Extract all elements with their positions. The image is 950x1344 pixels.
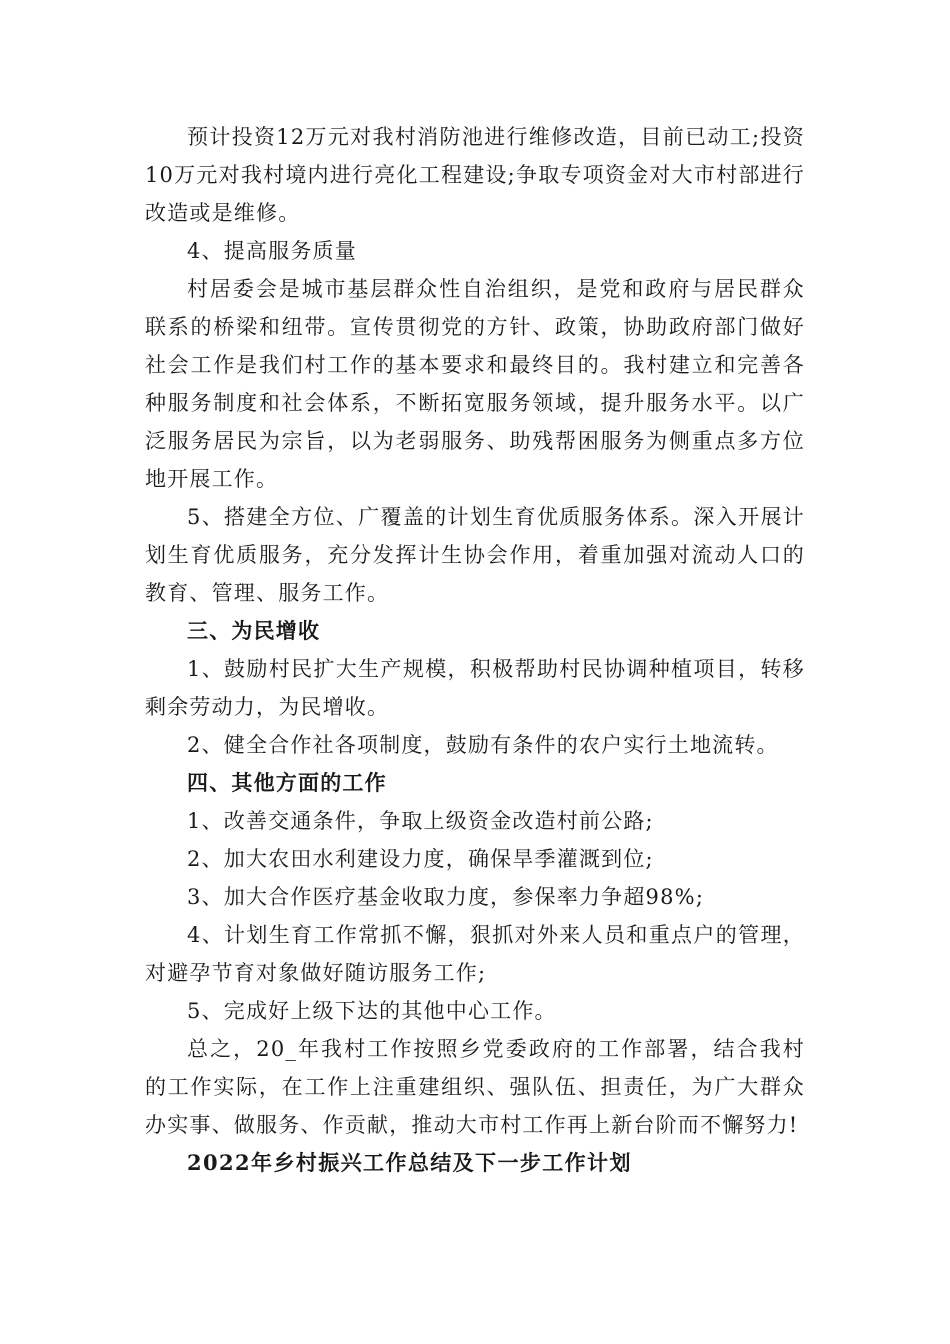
document-title: 2022年乡村振兴工作总结及下一步工作计划 <box>187 1150 632 1175</box>
section-heading: 四、其他方面的工作 <box>187 770 387 795</box>
paragraph: 总之，20_年我村工作按照乡党委政府的工作部署，结合我村的工作实际，在工作上注重建组织、强队伍、担责任，为广大群众办实事、做服务、作贡献，推动大市村工作再上新台阶而不懈努力! <box>145 1037 805 1137</box>
list-item: 2、加大农田水利建设力度，确保旱季灌溉到位; <box>187 847 654 871</box>
document-body <box>145 118 805 1182</box>
paragraph: 预计投资12万元对我村消防池进行维修改造，目前已动工;投资10万元对我村境内进行亮化工程建设;争取专项资金对大市村部进行改造或是维修。 <box>145 125 805 225</box>
paragraph: 5、搭建全方位、广覆盖的计划生育优质服务体系。深入开展计划生育优质服务，充分发挥计生协会作用，着重加强对流动人口的教育、管理、服务工作。 <box>145 505 805 605</box>
list-item: 5、完成好上级下达的其他中心工作。 <box>187 999 557 1023</box>
section-heading: 三、为民增收 <box>187 618 321 643</box>
list-item: 3、加大合作医疗基金收取力度，参保率力争超98%; <box>187 885 705 909</box>
list-item: 4、计划生育工作常抓不懈，狠抓对外来人员和重点户的管理，对避孕节育对象做好随访服务工作; <box>145 923 805 985</box>
paragraph: 村居委会是城市基层群众性自治组织，是党和政府与居民群众联系的桥梁和纽带。宣传贯彻党的方针、政策，协助政府部门做好社会工作是我们村工作的基本要求和最终目的。我村建立和完善各种服务制度和社会体系，不断拓宽服务领域，提升服务水平。以广泛服务居民为宗旨，以为老弱服务、助残帮困服务为侧重点多方位地开展工作。 <box>145 277 805 491</box>
list-item: 4、提高服务质量 <box>187 239 357 263</box>
list-item: 1、鼓励村民扩大生产规模，积极帮助村民协调种植项目，转移剩余劳动力，为民增收。 <box>145 657 805 719</box>
list-item: 1、改善交通条件，争取上级资金改造村前公路; <box>187 809 654 833</box>
list-item: 2、健全合作社各项制度，鼓励有条件的农户实行土地流转。 <box>187 733 779 757</box>
